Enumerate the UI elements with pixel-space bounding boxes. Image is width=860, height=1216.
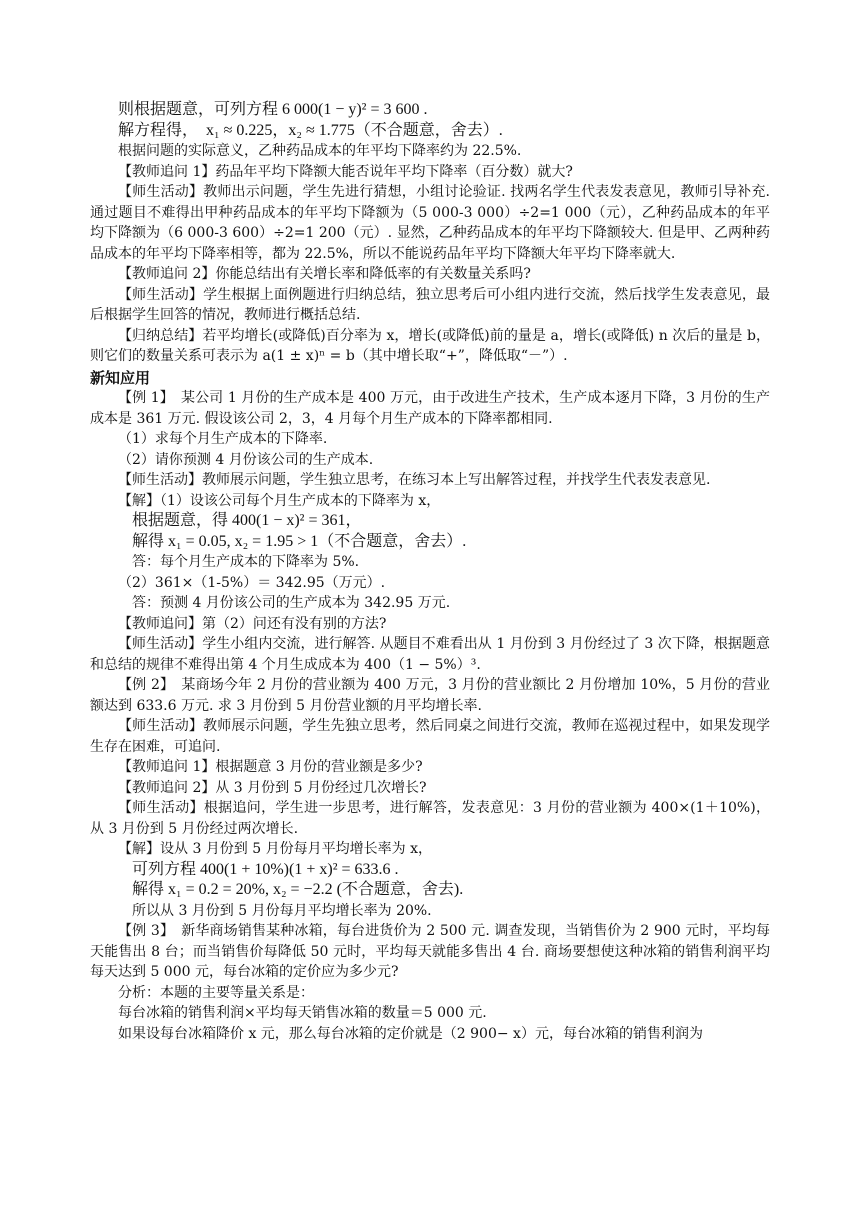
- paragraph: 所以从 3 月份到 5 月份每月平均增长率为 20%.: [132, 902, 432, 919]
- paragraph: 【师生活动】教师出示问题，学生先进行猜想，小组讨论验证. 找两名学生代表发表意见，教师引导补充. 通过题目不难得出甲种药品成本的年平均下降额为（5 000-3 000）÷2=1 000（元），乙种药品成本的年平均下降额为（6 000-3 600）÷2=1 200（元）. 显然，乙种药品成本的年平均下降额较大. 但是甲、乙两种药品成本的年平均下降率相等，都为 22.5%，所以不能说药品年平均下降额大年平均下降率就大.: [90, 184, 770, 262]
- formula-line: 根据题意，得 400(1 − x)² = 361，: [132, 512, 362, 529]
- paragraph: 【解】设从 3 月份到 5 月份每月平均增长率为 x，: [118, 841, 432, 857]
- paragraph: 【教师追问】第（2）问还有没有别的方法?: [118, 615, 387, 632]
- paragraph: 每台冰箱的销售利润×平均每天销售冰箱的数量＝5 000 元.: [118, 1005, 487, 1021]
- formula-line: 解得 x₁ = 0.2 = 20%, x₂ = −2.2 (不合题意，舍去).: [132, 881, 464, 898]
- paragraph: 【师生活动】学生小组内交流，进行解答. 从题目不难看出从 1 月份到 3 月份经过了 3 次下降，根据题意和总结的规律不难得出第 4 个月生成成本为 400（1 − 5%）³.: [90, 636, 770, 673]
- paragraph: 答：每个月生产成本的下降率为 5%.: [132, 554, 360, 570]
- paragraph: 【教师追问 1】药品年平均下降额大能否说年平均下降率（百分数）就大?: [118, 163, 573, 180]
- paragraph: 【师生活动】教师展示问题，学生先独立思考，然后同桌之间进行交流，教师在巡视过程中，如果发现学生存在困难，可追问.: [90, 718, 770, 755]
- formula-line: 解得 x₁ = 0.05, x₂ = 1.95 > 1（不合题意，舍去）.: [132, 532, 467, 550]
- document-body: [90, 100, 770, 1044]
- formula-line: 解方程得， x₁ ≈ 0.225，x₂ ≈ 1.775（不合题意，舍去）.: [118, 121, 503, 139]
- paragraph: 【教师追问 2】从 3 月份到 5 月份经过几次增长?: [118, 779, 427, 796]
- paragraph: 根据问题的实际意义，乙种药品成本的年平均下降率约为 22.5%.: [118, 143, 522, 159]
- paragraph: （2）361×（1-5%）＝ 342.95（万元）.: [118, 574, 386, 591]
- paragraph: 【教师追问 1】根据题意 3 月份的营业额是多少?: [118, 759, 423, 775]
- paragraph: 【例 3】 新华商场销售某种冰箱，每台进货价为 2 500 元. 调查发现，当销售价为 2 900 元时，平均每天能售出 8 台；而当销售价每降低 50 元时，平均每天就能多售出 4 台. 商场要想使这种冰箱的销售利润平均每天达到 5 000 元，每台冰箱的定价应为多少元?: [90, 923, 770, 980]
- paragraph: 【师生活动】根据追问，学生进一步思考，进行解答，发表意见：3 月份的营业额为 400×(1＋10%)，从 3 月份到 5 月份经过两次增长.: [90, 800, 770, 837]
- paragraph: 如果设每台冰箱降价 x 元，那么每台冰箱的定价就是（2 900− x）元，每台冰箱的销售利润为: [118, 1025, 703, 1042]
- paragraph: 【例 1】 某公司 1 月份的生产成本是 400 万元，由于改进生产技术，生产成本逐月下降，3 月份的生产成本是 361 万元. 假设该公司 2，3，4 月每个月生产成本的下降率都相同.: [90, 390, 770, 427]
- paragraph: 答：预测 4 月份该公司的生产成本为 342.95 万元.: [132, 595, 451, 611]
- paragraph: 【师生活动】学生根据上面例题进行归纳总结，独立思考后可小组内进行交流，然后找学生发表意见，最后根据学生回答的情况，教师进行概括总结.: [90, 286, 770, 323]
- section-heading: 新知应用: [90, 368, 151, 387]
- formula-line: 可列方程 400(1 + 10%)(1 + x)² = 633.6 .: [132, 860, 399, 878]
- paragraph: 分析：本题的主要等量关系是：: [118, 984, 314, 1001]
- paragraph: 【归纳总结】若平均增长(或降低)百分率为 x，增长(或降低)前的量是 a，增长(或降低) n 次后的量是 b，则它们的数量关系可表示为 a(1 ± x)ⁿ = b（其中增长取“+”，降低取“－”）.: [90, 327, 770, 364]
- paragraph: 【例 2】 某商场今年 2 月份的营业额为 400 万元，3 月份的营业额比 2 月份增加 10%，5 月份的营业额达到 633.6 万元. 求 3 月份到 5 月份营业额的月平均增长率.: [90, 677, 770, 714]
- formula-line: 则根据题意，可列方程 6 000(1 − y)² = 3 600 .: [118, 101, 428, 118]
- paragraph: （2）请你预测 4 月份该公司的生产成本.: [118, 451, 374, 468]
- paragraph: 【师生活动】教师展示问题，学生独立思考，在练习本上写出解答过程，并找学生代表发表意见.: [118, 472, 711, 488]
- paragraph: 【解】（1）设该公司每个月生产成本的下降率为 x，: [118, 492, 441, 509]
- paragraph: （1）求每个月生产成本的下降率.: [118, 431, 328, 447]
- paragraph: 【教师追问 2】你能总结出有关增长率和降低率的有关数量关系吗?: [118, 266, 531, 282]
